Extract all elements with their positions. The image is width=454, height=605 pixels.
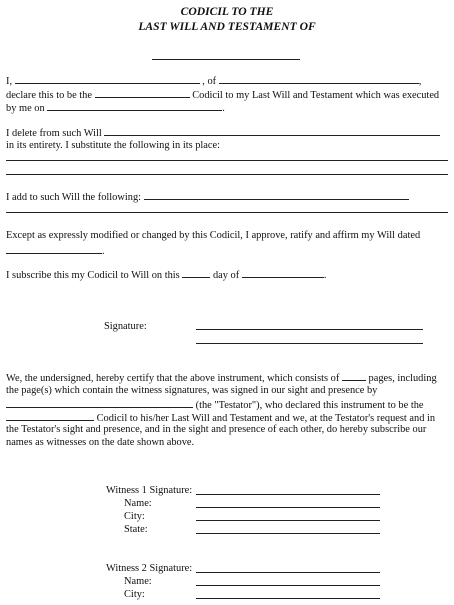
p2-entirety: in its entirety. I substitute the following in its place:: [6, 140, 221, 151]
will-dated-blank[interactable]: [6, 243, 102, 254]
deleted-provision-blank[interactable]: [104, 125, 440, 136]
signature-label: Signature:: [104, 321, 147, 332]
witness2-signature-line[interactable]: [196, 572, 380, 573]
witness1-name-line[interactable]: [196, 507, 380, 508]
page-count-blank[interactable]: [342, 370, 366, 381]
p4-except: Except as expressly modified or changed by this Codicil, I approve, ratify and affirm my Will dated: [6, 230, 421, 241]
testator-name-blank[interactable]: [152, 59, 300, 60]
witness1-state-label: State:: [124, 524, 148, 535]
p1-of: , of: [202, 76, 217, 87]
p1-declare: declare this to be the: [6, 90, 92, 101]
witness2-city-line[interactable]: [196, 598, 380, 599]
codicil-ordinal-blank[interactable]: [95, 87, 190, 98]
title-line-2: LAST WILL AND TESTAMENT OF: [138, 20, 316, 33]
substitute-line-1[interactable]: [6, 160, 448, 161]
p5-dayof: day of: [212, 270, 240, 281]
p2-line-1: [6, 125, 440, 140]
day-blank[interactable]: [182, 267, 210, 278]
signature-line[interactable]: [196, 329, 423, 330]
wit-line-2: the page(s) which contain the witness signatures, was signed in our sight and presence by: [6, 385, 378, 396]
wit-line-5: the Testator's sight and presence, and in the sight and presence of each other, do hereby subscribe our: [6, 424, 427, 435]
p3-add: I add to such Will the following:: [6, 192, 142, 203]
signature-line-2[interactable]: [196, 343, 423, 344]
p1-i: I,: [6, 76, 13, 87]
p1-line-1: I, , of ,: [6, 73, 421, 88]
wit-line-4: Codicil to his/her Last Will and Testament and we, at the Testator's request and in: [6, 410, 435, 425]
witness2-name-label: Name:: [124, 576, 152, 587]
witness1-signature-label: Witness 1 Signature:: [106, 485, 193, 496]
codicil-ordinal-blank-2[interactable]: [6, 410, 94, 421]
witness1-name-label: Name:: [124, 498, 152, 509]
substitute-line-2[interactable]: [6, 174, 448, 175]
declarant-residence-blank[interactable]: [219, 73, 419, 84]
title-line-1: CODICIL TO THE: [180, 5, 274, 18]
p3-line-1: [6, 189, 409, 204]
wit-line-3: (the "Testator"), who declared this instrument to be the: [6, 397, 424, 412]
addition-line-2[interactable]: [6, 212, 448, 213]
p4-line-2: .: [6, 243, 105, 258]
p1-line-3: by me on .: [6, 100, 225, 115]
testator-name-blank-2[interactable]: [6, 397, 193, 408]
wit-line-1: We, the undersigned, hereby certify that the above instrument, which consists of pages, including: [6, 370, 450, 385]
witness2-city-label: City:: [124, 589, 145, 600]
witness1-city-line[interactable]: [196, 520, 380, 521]
p5-subscribe: I subscribe this my Codicil to Will on this: [6, 270, 180, 281]
witness2-name-line[interactable]: [196, 585, 380, 586]
p5-line: I subscribe this my Codicil to Will on this day of .: [6, 267, 326, 282]
wit-line-6: names as witnesses on the date shown above.: [6, 437, 195, 448]
witness1-signature-line[interactable]: [196, 494, 380, 495]
p1-byme: by me on: [6, 103, 45, 114]
addition-blank[interactable]: [144, 189, 409, 200]
witness1-city-label: City:: [124, 511, 145, 522]
p1-codicil: Codicil to my Last Will and Testament which was executed: [192, 90, 440, 101]
month-year-blank[interactable]: [242, 267, 324, 278]
declarant-name-blank[interactable]: [15, 73, 200, 84]
witness1-state-line[interactable]: [196, 533, 380, 534]
will-executed-date-blank[interactable]: [47, 100, 222, 111]
witness2-signature-label: Witness 2 Signature:: [106, 563, 193, 574]
p2-delete: I delete from such Will: [6, 128, 102, 139]
